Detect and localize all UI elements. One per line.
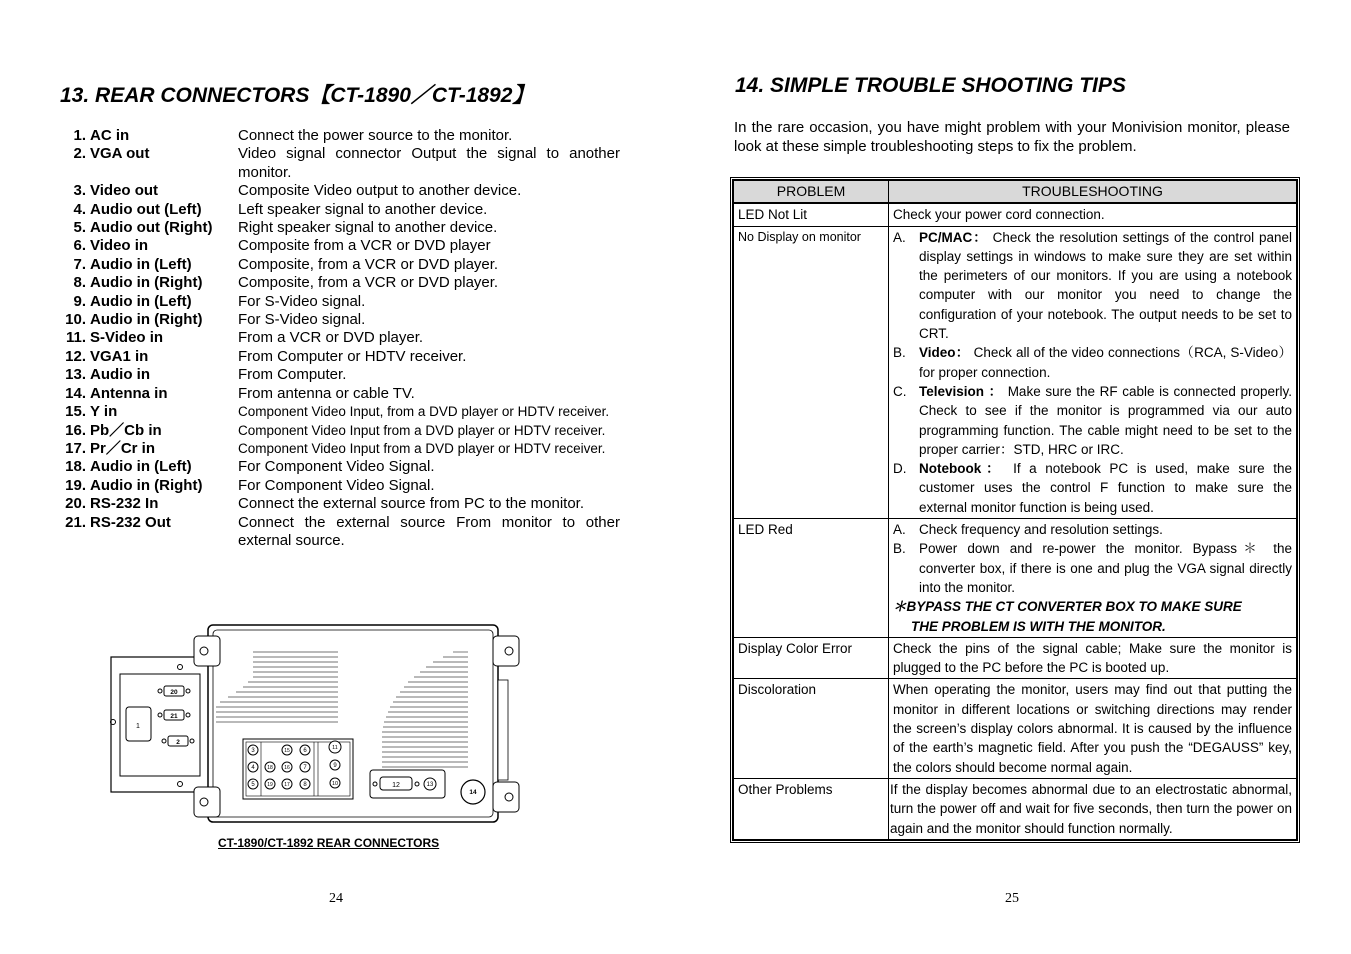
connector-description: From Computer.: [238, 366, 347, 384]
connector-description: Component Video Input, from a DVD player or HDTV receiver.: [238, 404, 610, 420]
connector-name: S-Video in: [90, 329, 164, 347]
item-letter: C.: [893, 383, 907, 399]
connector-row: [60, 256, 620, 274]
right-page: [675, 0, 1351, 954]
solution-cell: [889, 519, 1297, 638]
problem-cell: LED Not Lit: [734, 203, 889, 226]
connector-description: Composite from a VCR or DVD player: [238, 237, 491, 255]
connector-description: Left speaker signal to another device.: [238, 200, 488, 218]
problem-cell: Other Problems: [734, 778, 889, 839]
table-row: [734, 778, 1297, 839]
label-10: 10: [331, 781, 339, 787]
connector-number: 1.: [73, 127, 86, 144]
connector-name: Y in: [90, 403, 118, 421]
connector-description: From antenna or cable TV.: [238, 384, 415, 402]
solution-cell: Check your power cord connection.: [889, 203, 1297, 226]
label-13: 13: [426, 782, 434, 788]
connector-name: Video out: [90, 182, 159, 200]
connector-description: Connect the external source From monitor to other external source.: [238, 513, 620, 549]
connector-name: VGA out: [90, 145, 150, 163]
connector-row: [60, 348, 620, 366]
connector-name: Audio in (Right): [90, 311, 203, 329]
connector-row: [60, 422, 620, 440]
solution-cell: [889, 226, 1297, 518]
item-letter: A.: [893, 522, 906, 538]
label-21: 21: [170, 713, 178, 720]
list-item: [893, 343, 1292, 382]
connector-name: Audio in (Left): [90, 292, 192, 310]
item-text: Check frequency and resolution settings.: [919, 522, 1163, 538]
left-page: [0, 0, 675, 954]
connector-number: 6.: [73, 237, 86, 255]
connector-number: 21.: [65, 513, 86, 531]
connector-description: Right speaker signal to another device.: [238, 219, 498, 237]
connector-name: Audio in (Right): [90, 274, 203, 292]
connector-number: 18.: [65, 458, 86, 476]
table-row: [734, 679, 1297, 778]
connector-name: Audio out (Right): [90, 219, 213, 237]
connector-name: Pb／Cb in: [90, 421, 162, 439]
connector-row: [60, 385, 620, 403]
connector-number: 20.: [65, 495, 86, 513]
table-row: [734, 203, 1297, 226]
connector-name: Audio out (Left): [90, 200, 202, 218]
list-item: [893, 520, 1292, 539]
table-row: [734, 637, 1297, 679]
connector-name: Antenna in: [90, 384, 168, 402]
label-11: 11: [332, 745, 338, 751]
connector-number: 19.: [65, 476, 86, 494]
connector-name: Audio in (Left): [90, 255, 192, 273]
label-16: 16: [284, 765, 290, 771]
list-item: [893, 459, 1292, 517]
page-title: 14. SIMPLE TROUBLE SHOOTING TIPS: [735, 74, 1126, 97]
problem-cell: LED Red: [734, 519, 889, 638]
connector-description: For Component Video Signal.: [238, 476, 435, 494]
list-item: [893, 539, 1292, 597]
connector-number: 7.: [73, 255, 86, 273]
label-2: 2: [176, 739, 180, 746]
connector-number: 3.: [73, 182, 86, 200]
label-14: 14: [469, 789, 477, 796]
problem-cell: No Display on monitor: [734, 226, 889, 518]
solution-cell: When operating the monitor, users may find out that putting the monitor in different locations or switching directions may render the screen’s display colors abnormal. It is caused by the influence of the earth’s magnetic field. After you push the “DEGAUSS” key, the colors should become normal again.: [889, 679, 1297, 778]
connector-name: AC in: [90, 127, 130, 144]
connector-name: RS-232 In: [90, 495, 159, 513]
page-number: 25: [1005, 891, 1019, 906]
connector-number: 11.: [65, 329, 86, 347]
connector-row: [60, 237, 620, 255]
item-letter: D.: [893, 461, 907, 477]
connector-row: [60, 145, 620, 182]
page-number: 24: [329, 891, 343, 906]
connector-description: For Component Video Signal.: [238, 458, 435, 476]
item-text: Power down and re-power the monitor. Bypass＊ the converter box, if there is one and plug the VGA signal directly into the monitor.: [919, 541, 1292, 595]
connector-description: Connect the external source from PC to the monitor.: [238, 495, 585, 513]
connector-description: From a VCR or DVD player.: [238, 329, 424, 347]
header-troubleshooting: TROUBLESHOOTING: [889, 181, 1297, 204]
label-17: 17: [284, 782, 290, 788]
item-label: Television ：: [919, 383, 1004, 399]
connector-name: RS-232 Out: [90, 513, 171, 531]
connector-description: For S-Video signal.: [238, 311, 366, 329]
item-label: Notebook：: [919, 461, 1005, 477]
item-text: If a notebook PC is used, make sure the customer uses the control F function to make sure the external monitor function is being used.: [919, 461, 1292, 515]
item-text: Check all of the video connections（RCA, S-Video）for proper connection.: [919, 345, 1292, 380]
label-3: 3: [251, 748, 255, 754]
connector-row: [60, 293, 620, 311]
table-row: [734, 226, 1297, 518]
label-12: 12: [392, 782, 400, 789]
connector-row: [60, 477, 620, 495]
table-row: [734, 519, 1297, 638]
connector-row: [60, 514, 620, 551]
item-letter: A.: [893, 229, 906, 245]
connector-number: 16.: [65, 421, 86, 439]
connector-number: 5.: [73, 219, 86, 237]
page-title: 13. REAR CONNECTORS【CT-1890／CT-1892】: [60, 84, 534, 107]
label-5: 5: [251, 782, 255, 788]
connector-description: Component Video Input from a DVD player or HDTV receiver.: [238, 440, 606, 456]
diagram-caption: CT-1890/CT-1892 REAR CONNECTORS: [218, 836, 440, 850]
connector-number: 2.: [73, 145, 86, 163]
item-text: Check the resolution settings of the control panel display settings in windows to make sure they are set within the perimeters of our monitors. If you are using a notebook computer with our monitor you need to change the configuration of your notebook. The output needs to be set to CRT.: [919, 229, 1292, 342]
label-15: 15: [284, 748, 290, 754]
item-label: PC/MAC：: [919, 229, 988, 245]
connector-row: [60, 458, 620, 476]
list-item: [893, 228, 1292, 344]
intro-paragraph: In the rare occasion, you have might problem with your Monivision monitor, please look at these simple troubleshooting steps to fix the problem.: [734, 119, 1290, 155]
connector-description: From Computer or HDTV receiver.: [238, 347, 467, 365]
connector-description: Composite Video output to another device.: [238, 182, 522, 200]
connector-row: [60, 329, 620, 347]
connector-number: 10.: [65, 311, 86, 329]
connector-name: Pr／Cr in: [90, 439, 156, 457]
solution-cell: If the display becomes abnormal due to an electrostatic abnormal, turn the power off and wait for five seconds, then turn the power on again and the monitor should function normally.: [889, 778, 1297, 839]
item-text: Make sure the RF cable is connected properly. Check to see if the monitor is programmed via our auto programming function. The cable might need to be set to the proper carrier：STD, HRC or IRC.: [919, 383, 1292, 457]
connector-row: [60, 495, 620, 513]
connector-row: [60, 311, 620, 329]
connector-description: Composite, from a VCR or DVD player.: [238, 274, 499, 292]
connector-description: Composite, from a VCR or DVD player.: [238, 255, 499, 273]
connector-number: 15.: [65, 403, 86, 421]
rear-connectors-diagram: [108, 622, 523, 827]
problem-cell: Display Color Error: [734, 637, 889, 679]
connector-row: [60, 274, 620, 292]
connector-number: 14.: [65, 384, 86, 402]
connector-number: 12.: [65, 347, 86, 365]
connector-number: 9.: [73, 292, 86, 310]
problem-cell: Discoloration: [734, 679, 889, 778]
connector-row: [60, 127, 620, 145]
label-8: 8: [303, 782, 307, 788]
label-7: 7: [303, 765, 307, 771]
connector-name: Audio in: [90, 366, 150, 384]
bypass-warning: ＊BYPASS THE CT CONVERTER BOX TO MAKE SURE: [893, 599, 1242, 615]
connector-name: Audio in (Left): [90, 458, 192, 476]
connector-number: 17.: [65, 439, 86, 457]
connector-row: [60, 440, 620, 458]
connector-description: Component Video Input from a DVD player or HDTV receiver.: [238, 422, 606, 438]
connector-name: Audio in (Right): [90, 476, 203, 494]
troubleshooting-table: [730, 177, 1300, 843]
connector-row: [60, 403, 620, 421]
list-item: [893, 382, 1292, 459]
label-1: 1: [136, 723, 140, 730]
connector-row: [60, 201, 620, 219]
connector-description: Video signal connector Output the signal to another monitor.: [238, 145, 620, 181]
connector-description: Connect the power source to the monitor.: [238, 127, 513, 144]
connector-name: VGA1 in: [90, 347, 149, 365]
solution-cell: Check the pins of the signal cable; Make sure the monitor is plugged to the PC before the PC is booted up.: [889, 637, 1297, 679]
label-9: 9: [333, 763, 337, 769]
header-problem: PROBLEM: [734, 181, 889, 204]
label-18: 18: [267, 765, 273, 771]
label-6: 6: [303, 748, 307, 754]
connector-row: [60, 182, 620, 200]
label-20: 20: [170, 689, 178, 696]
connector-number: 4.: [73, 200, 86, 218]
item-letter: B.: [893, 541, 906, 557]
bypass-warning-line2: THE PROBLEM IS WITH THE MONITOR.: [911, 618, 1166, 634]
connector-name: Video in: [90, 237, 149, 255]
connector-description: For S-Video signal.: [238, 292, 366, 310]
item-letter: B.: [893, 345, 906, 361]
connector-number: 13.: [65, 366, 86, 384]
label-19: 19: [267, 782, 273, 788]
connector-number: 8.: [73, 274, 86, 292]
item-label: Video：: [919, 345, 970, 361]
connector-row: [60, 366, 620, 384]
connector-row: [60, 219, 620, 237]
label-4: 4: [251, 765, 255, 771]
connector-list: [60, 127, 620, 550]
